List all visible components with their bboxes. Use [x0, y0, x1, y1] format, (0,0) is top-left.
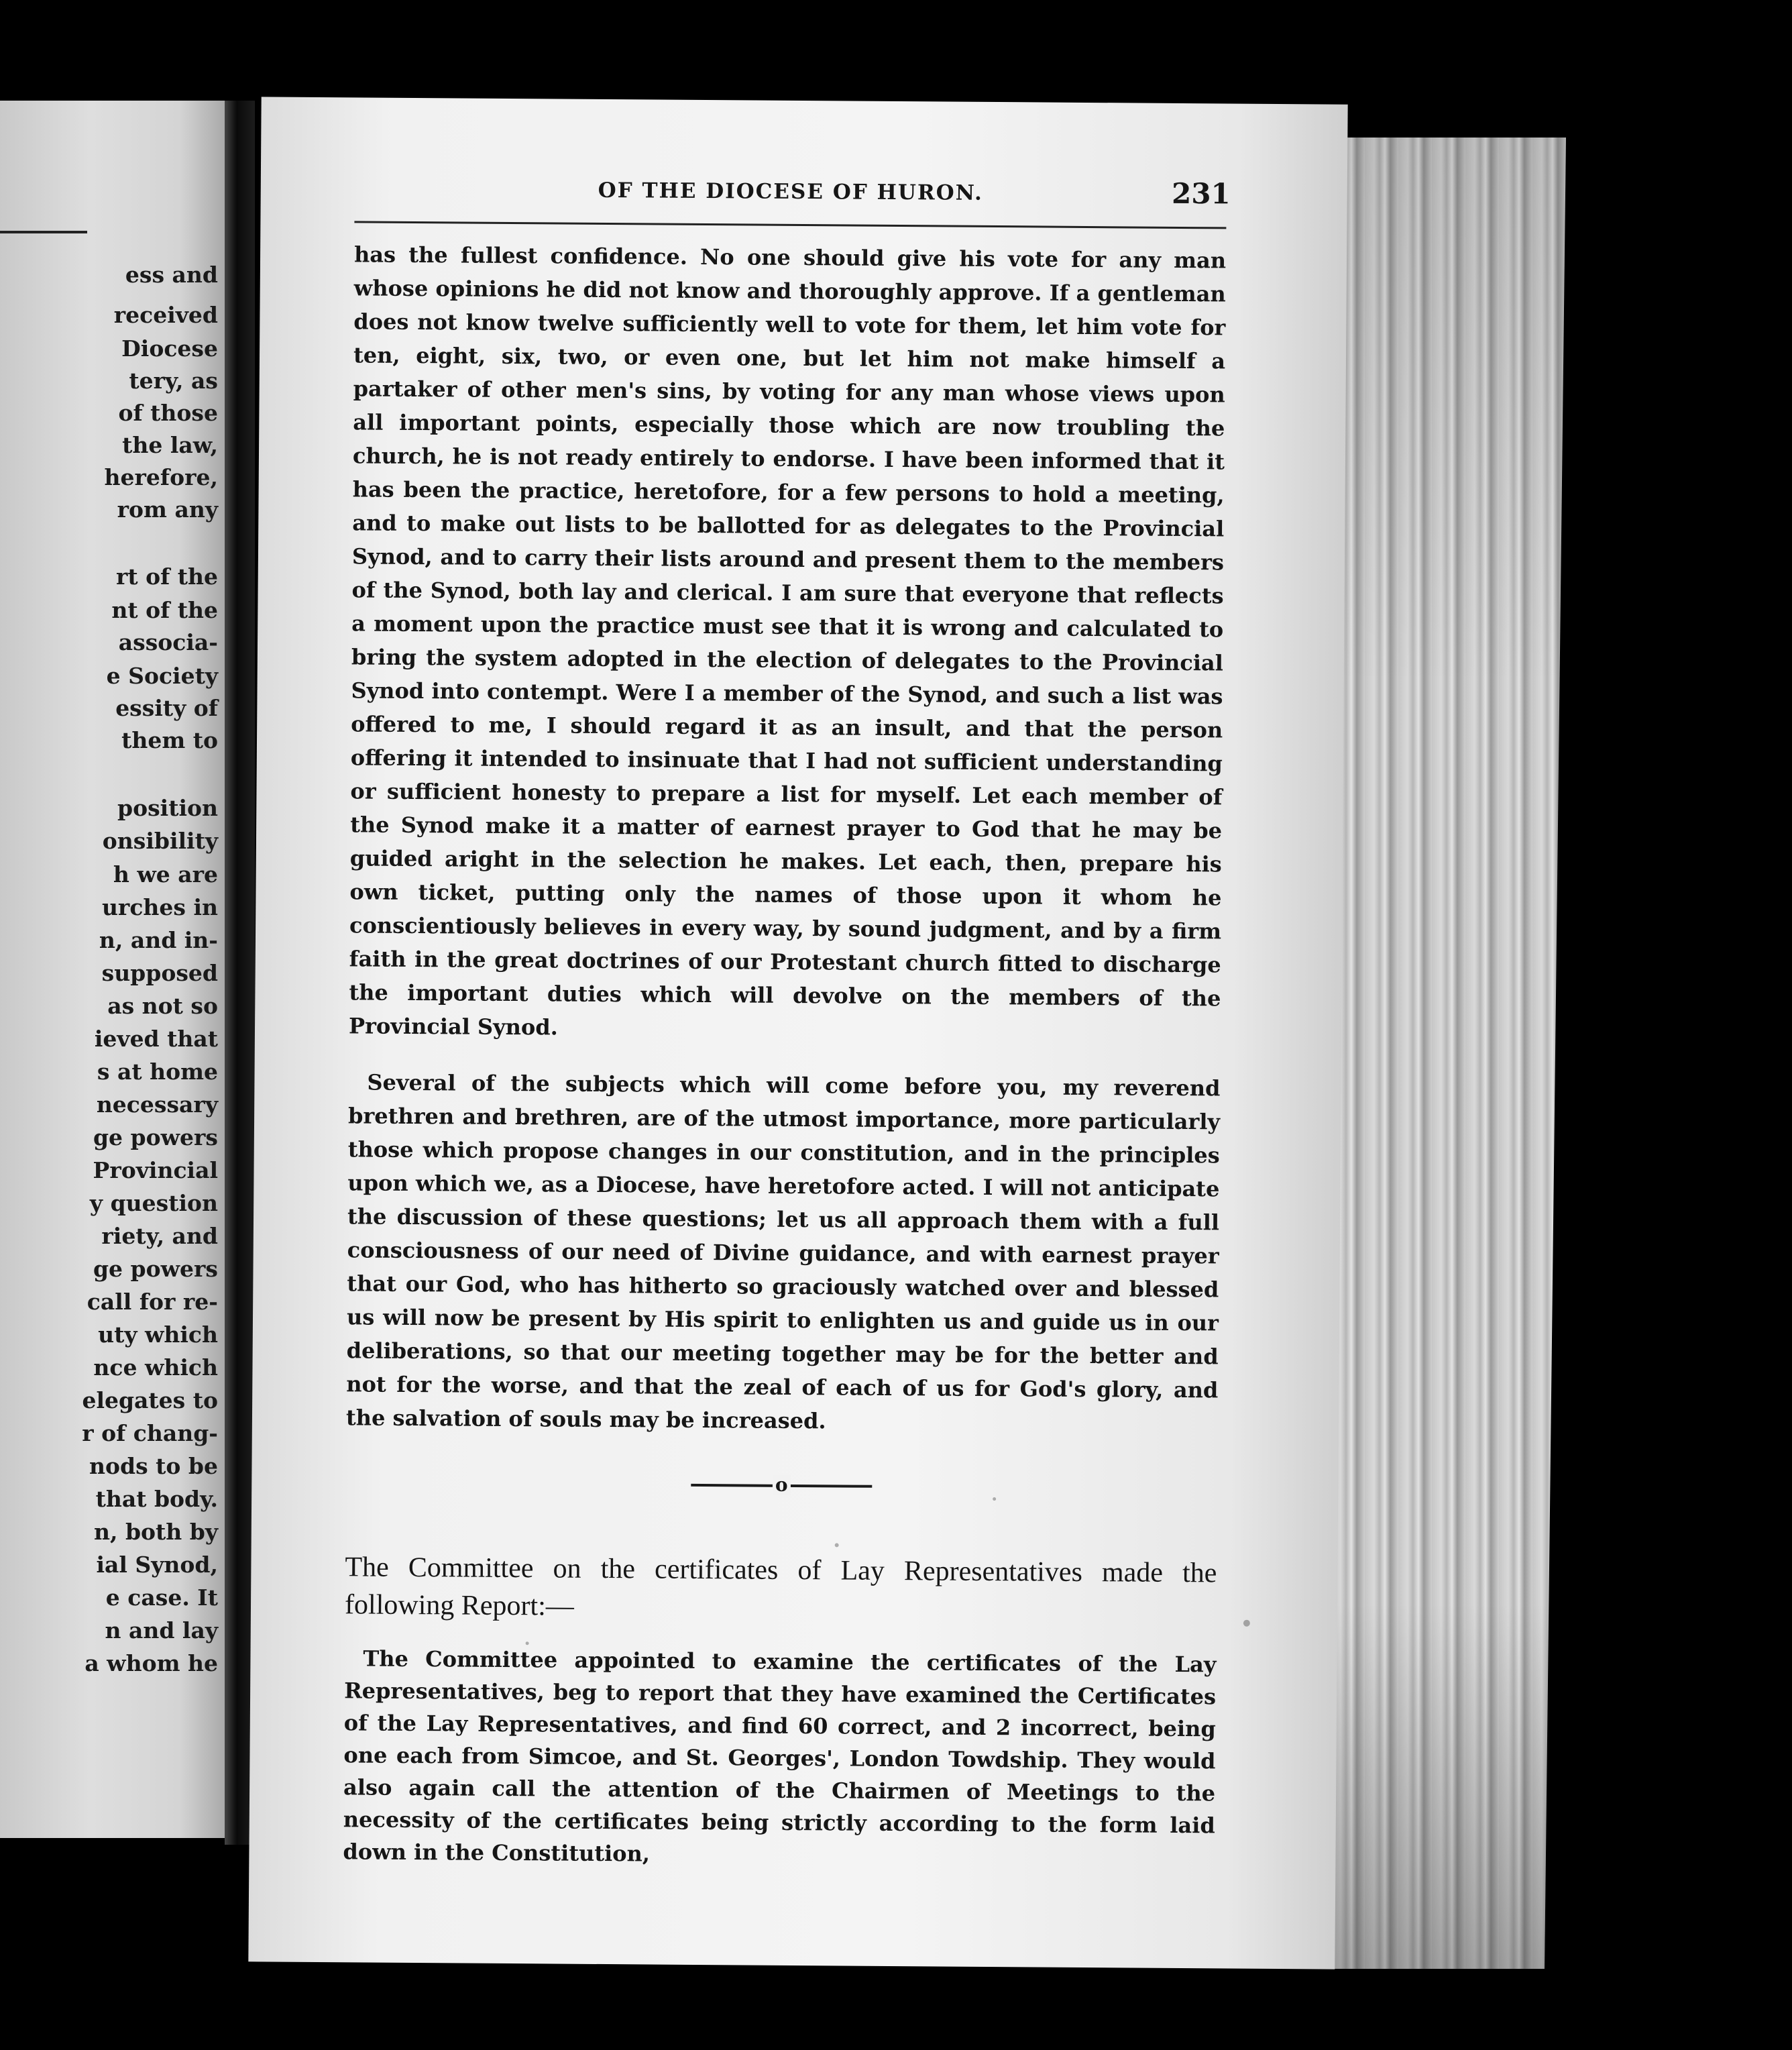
left-page-header-rule	[0, 231, 87, 233]
left-page-line: e case. It	[105, 1584, 218, 1611]
left-page-line: position	[117, 795, 218, 821]
left-page-line: nt of the	[111, 597, 218, 623]
running-title: OF THE DIOCESE OF HURON.	[598, 178, 983, 205]
recto-page	[248, 97, 1347, 1969]
left-page-line: necessary	[96, 1091, 218, 1118]
paragraph-continuation: has the fullest confidence. No one should give his vote for any man whose opinions he did not know and thoroughly approve. If a gentleman does not know twelve sufficiently well to vote for them, let him vote for ten, eight, six, two, or even one, but let him not make himself a partaker of other men's sins, by voting for any man whose views upon all important points, especially those which are now troubling the church, he is not ready entirely to endorse. I have been informed that it has been the practice, heretofore, for a few persons to hold a meeting, and to make out lists to be ballotted for as delegates to the Provincial Synod, and to carry their lists around and present them to the members of the Synod, both lay and clerical. I am sure that everyone that reflects a moment upon the practice must see that it is wrong and calculated to bring the system adopted in the election of delegates to the Provincial Synod into contempt. Were I a member of the Synod, and such a list was offered to me, I should regard it as an insult, and that the person offering it intended to insinuate that I had not sufficient understanding or sufficient honesty to prepare a list for myself. Let each member of the Synod make it a matter of earnest prayer to God that he may be guided aright in the selection he makes. Let each, then, prepare his own ticket, putting only the names of those upon it whom he conscientiously believes in every way, by sound judgment, and by a firm faith in the great doctrines of our Protestant church fitted to discharge the important duties which will devolve on the members of the Provincial Synod.	[348, 241, 1227, 1040]
left-page-line: ieved that	[94, 1026, 218, 1052]
left-page-line: uty which	[98, 1321, 218, 1348]
left-page-line: that body.	[95, 1486, 218, 1512]
left-page-line: Provincial	[93, 1157, 218, 1183]
section-divider	[691, 1474, 872, 1496]
left-page-line: urches in	[101, 894, 218, 920]
left-page-line: as not so	[107, 993, 218, 1019]
left-page-line: n, both by	[93, 1519, 218, 1545]
left-page-line: ge powers	[93, 1124, 218, 1150]
divider-ornament: o	[773, 1475, 791, 1495]
left-page-line: herefore,	[104, 464, 218, 490]
left-page-line: nods to be	[89, 1453, 218, 1479]
report-text: The Committee appointed to examine the certificates of the Lay Representatives, beg to report that they have examined the Certificates of the Lay Representatives, and find 60 correct, and 2 incorrect, being one each from Simcoe, and St. Georges', London Towdship. They would also again call the attention of the Chairmen of Meetings to the necessity of the certificates being strictly according to the form laid down in the Constitution,	[343, 1646, 1217, 1867]
left-page-line: n, and in-	[99, 927, 218, 953]
left-page-line: n and lay	[105, 1617, 218, 1643]
paper-speck	[526, 1641, 529, 1645]
paper-speck	[993, 1497, 996, 1501]
left-page-line: ial Synod,	[96, 1552, 218, 1578]
left-page-line: them to	[121, 727, 218, 753]
running-header	[354, 171, 1231, 224]
left-page-line: riety, and	[101, 1223, 218, 1249]
left-page-line: supposed	[101, 960, 218, 986]
paper-speck	[835, 1543, 839, 1547]
left-page-line: of those	[118, 400, 218, 426]
left-page-line: associa-	[118, 629, 218, 655]
left-page-line: rom any	[117, 496, 218, 523]
left-page-line: h we are	[113, 861, 218, 887]
paragraph-subjects: Several of the subjects which will come before you, my reverend brethren and brethren, are of the utmost importance, more particularly those which propose changes in our constitution, and in the principles upon which we, as a Diocese, have heretofore acted. I will not anticipate the discussion of these questions; let us all approach them with a full consciousness of our need of Divine guidance, and with earnest prayer that our God, who has hitherto so graciously watched over and blessed us will now be present by His spirit to enlighten us and guide us in our deliberations, so that our meeting together may be for the better and not for the worse, and that the zeal of each of us for God's glory, and the salvation of souls may be increased.	[345, 1069, 1221, 1434]
page-number: 231	[1171, 176, 1231, 211]
left-page-line: s at home	[97, 1059, 218, 1085]
left-page-line: r of chang-	[82, 1420, 218, 1446]
left-page-line: Diocese	[121, 335, 218, 362]
left-page-line: call for re-	[87, 1289, 218, 1315]
left-page-line: essity of	[115, 695, 218, 721]
left-page-line: rt of the	[115, 563, 218, 590]
left-page-line: tery, as	[129, 368, 218, 394]
left-page-line: ge powers	[93, 1256, 218, 1282]
left-page-line: received	[113, 302, 218, 328]
left-page-line: a whom he	[85, 1650, 218, 1676]
left-page-fragment	[0, 101, 225, 1838]
left-page-line: elegates to	[82, 1387, 218, 1413]
left-page-line: y question	[89, 1190, 218, 1216]
left-page-line: nce which	[93, 1354, 218, 1381]
left-page-line: e Society	[106, 663, 218, 689]
left-page-line: the law,	[122, 432, 218, 458]
left-page-line: ess and	[125, 262, 218, 288]
report-heading: The Committee on the certificates of Lay Representatives made the following Report:—	[344, 1552, 1217, 1622]
body-text	[346, 237, 1226, 1440]
left-page-line: onsibility	[102, 828, 218, 854]
paper-speck	[1243, 1620, 1250, 1627]
page-content	[343, 171, 1231, 1874]
